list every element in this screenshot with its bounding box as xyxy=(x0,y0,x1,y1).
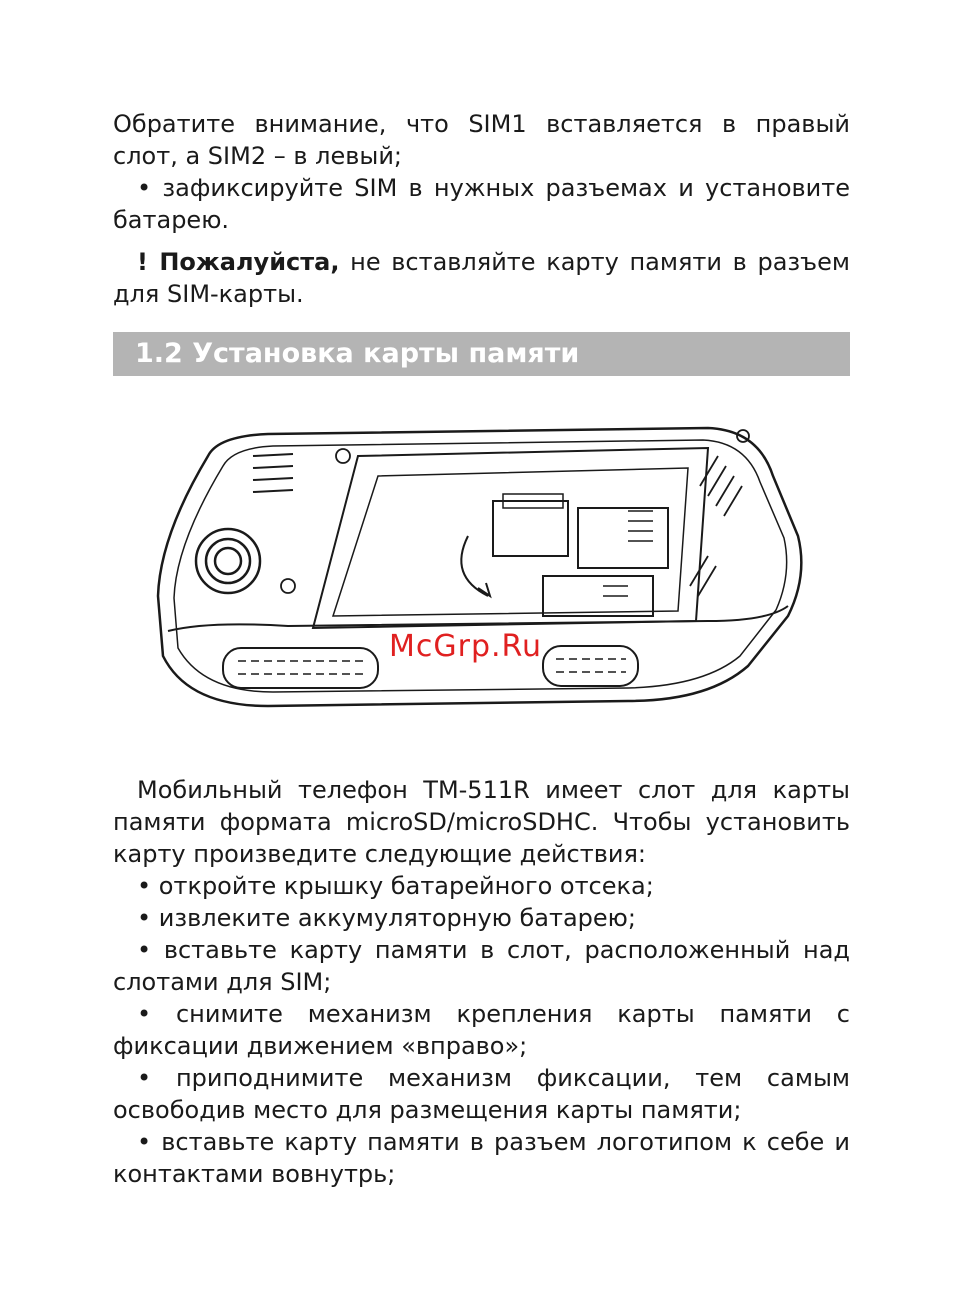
phone-figure xyxy=(113,416,850,726)
list-item: • вставьте карту памяти в разъем логотипом к себе и контактами вовнутрь; xyxy=(113,1128,850,1188)
paragraph-sim-note: Обратите внимание, что SIM1 вставляется в правый слот, а SIM2 – в левый; xyxy=(113,110,850,170)
warning-paragraph xyxy=(113,246,850,310)
phone-back-open-illustration xyxy=(148,416,803,726)
bullet-fix-sim: • зафиксируйте SIM в нужных разъемах и установите батарею. xyxy=(113,174,850,234)
section-heading: 1.2 Установка карты памяти xyxy=(113,332,850,376)
instructions xyxy=(113,774,850,1190)
list-item: • приподнимите механизм фиксации, тем самым освободив место для размещения карты памяти; xyxy=(113,1064,850,1124)
list-item: • вставьте карту памяти в слот, расположенный над слотами для SIM; xyxy=(113,936,850,996)
watermark: McGrp.Ru xyxy=(389,629,543,664)
warning-text: не вставляйте карту памяти в разъем для SIM-карты. xyxy=(113,248,850,308)
document-page xyxy=(113,108,850,1190)
warning-bold: ! Пожалуйста, xyxy=(137,248,340,276)
list-item: • извлеките аккумуляторную батарею; xyxy=(137,904,636,932)
paragraph-intro: Мобильный телефон TM-511R имеет слот для карты памяти формата microSD/microSDHC. Чтобы установить карту произведите следующие действия: xyxy=(113,776,850,868)
list-item: • снимите механизм крепления карты памяти с фиксации движением «вправо»; xyxy=(113,1000,850,1060)
list-item: • откройте крышку батарейного отсека; xyxy=(137,872,654,900)
